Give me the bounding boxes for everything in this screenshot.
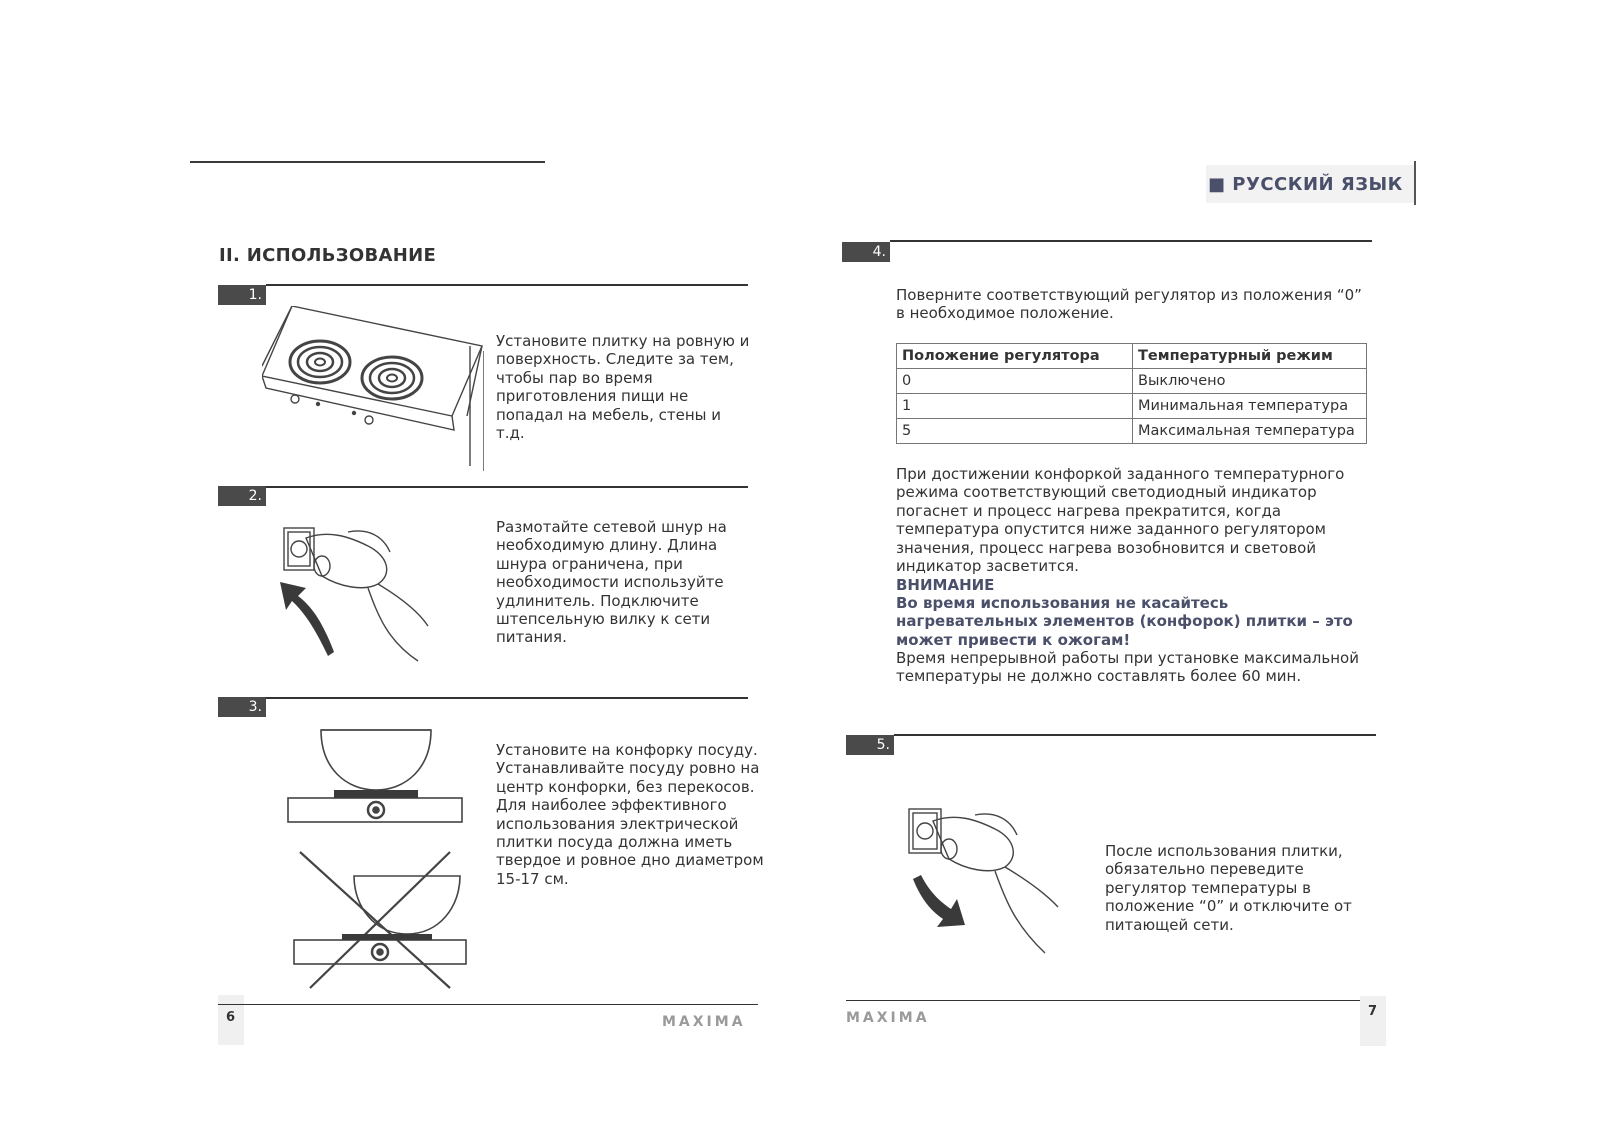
right-page-number: 7 bbox=[1368, 1004, 1378, 1019]
warning-text: Во время использования не касайтесь нагревательных элементов (конфорок) плитки – это может привести к ожогам! bbox=[896, 594, 1353, 649]
step-3-number: 3. bbox=[218, 697, 266, 717]
step-4-rule bbox=[890, 240, 1372, 242]
step-2-rule bbox=[266, 486, 748, 488]
step-4-after-table: При достижении конфоркой заданного температурного режима соответствующий светодиодный индикатор погаснет и процесс нагрева прекратится, когда температура опустится ниже заданного регулятором значения, процесс нагрева возобновится и световой индикатор засветится. bbox=[896, 465, 1345, 576]
table-cell: Выключено bbox=[1133, 369, 1367, 394]
language-label: ■ РУССКИЙ ЯЗЫК bbox=[1208, 174, 1403, 195]
table-header-row bbox=[897, 344, 1367, 369]
plug-in-illustration bbox=[278, 526, 433, 666]
table-row bbox=[897, 369, 1367, 394]
step-2-number: 2. bbox=[218, 486, 266, 506]
step-5-rule bbox=[894, 734, 1376, 736]
warning-title: ВНИМАНИЕ bbox=[896, 576, 995, 594]
regulator-table bbox=[896, 343, 1367, 444]
table-cell: Максимальная температура bbox=[1133, 419, 1367, 444]
right-brand-logo: MAXIMA bbox=[846, 1010, 930, 1026]
step-1-number: 1. bbox=[218, 285, 266, 305]
table-cell: Минимальная температура bbox=[1133, 394, 1367, 419]
step-5-text: После использования плитки, обязательно переведите регулятор температуры в положение “0” и отключите от питающей сети. bbox=[1105, 842, 1352, 934]
cookware-incorrect-illustration bbox=[292, 850, 472, 990]
table-cell: 5 bbox=[897, 419, 1133, 444]
step-4-number: 4. bbox=[842, 242, 890, 262]
section-title: II. ИСПОЛЬЗОВАНИЕ bbox=[219, 245, 437, 266]
step-3-text: Установите на конфорку посуду. Устанавливайте посуду ровно на центр конфорки, без перекосов. Для наиболее эффективного использования электрической плитки посуда должна иметь твердое и ровное дно диаметром 15-17 см. bbox=[496, 741, 764, 888]
right-footer-rule bbox=[846, 1000, 1386, 1001]
table-header: Температурный режим bbox=[1133, 344, 1367, 369]
language-tab-edge bbox=[1414, 161, 1416, 205]
table-cell: 0 bbox=[897, 369, 1133, 394]
hotplate-illustration bbox=[262, 306, 484, 471]
step-4-intro: Поверните соответствующий регулятор из положения “0” в необходимое положение. bbox=[896, 286, 1362, 323]
left-brand-logo: MAXIMA bbox=[662, 1014, 746, 1030]
table-cell: 1 bbox=[897, 394, 1133, 419]
table-row bbox=[897, 419, 1367, 444]
step-1-text: Установите плитку на ровную и поверхность. Следите за тем, чтобы пар во время приготовления пищи не попадал на мебель, стены и т.д. bbox=[496, 332, 750, 443]
left-footer-rule bbox=[218, 1004, 758, 1005]
table-header: Положение регулятора bbox=[897, 344, 1133, 369]
step-5-number: 5. bbox=[846, 735, 894, 755]
step-2-text: Размотайте сетевой шнур на необходимую длину. Длина шнура ограничена, при необходимости используйте удлинитель. Подключите штепсельную вилку к сети питания. bbox=[496, 518, 727, 647]
step-3-rule bbox=[266, 697, 748, 699]
top-rule-left bbox=[190, 161, 545, 163]
table-row bbox=[897, 394, 1367, 419]
step-4-note: Время непрерывной работы при установке максимальной температуры не должно составлять более 60 мин. bbox=[896, 649, 1359, 686]
step-1-rule bbox=[266, 284, 748, 286]
left-page-number: 6 bbox=[226, 1010, 236, 1025]
cookware-correct-illustration bbox=[286, 728, 466, 824]
unplug-illustration bbox=[903, 807, 1063, 957]
